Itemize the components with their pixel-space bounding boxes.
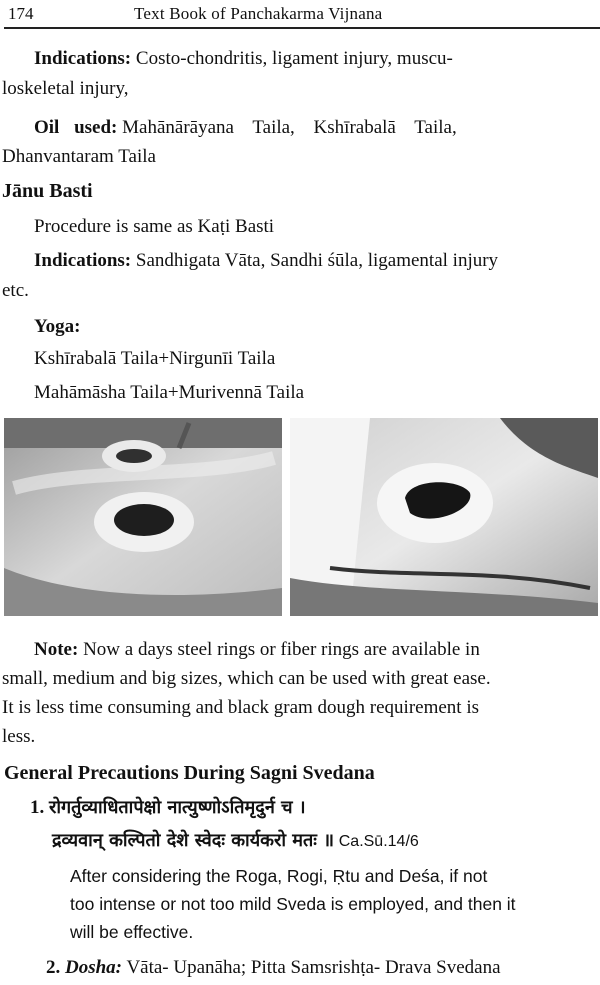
janu-indications-label: Indications: [34,250,132,271]
note-line1 [34,635,480,664]
book-title: Text Book of Panchakarma Vijnana [134,4,383,23]
note-line4: less. [2,726,36,747]
item2-line [46,953,501,982]
photo-left-drawing [4,418,282,616]
janu-basti-heading: Jānu Basti [2,180,93,202]
item2-text: Vāta- Upanāha; Pitta Samsrishṭa- Drava Svedana [126,957,501,978]
oil-used-line2: Dhanvantaram Taila [2,146,156,167]
item1-verse-1: रोगर्तुव्याधितापेक्षो नात्युष्णोऽतिमृदुर्न च । [49,797,306,818]
item2-number: 2. [46,957,61,978]
precautions-heading: General Precautions During Sagni Svedana [4,762,375,784]
header-rule [4,27,600,29]
note-text-1: Now a days steel rings or fiber rings are available in [83,639,480,660]
janu-indications-line1 [34,246,498,275]
oil-used-label: Oil used: [34,117,118,138]
janu-basti-photo-left [4,418,282,616]
item2-label: Dosha: [65,957,123,978]
item1-sanskrit-line2 [52,826,419,856]
indications-label: Indications: [34,48,132,69]
item1-explain-line1: After considering the Roga, Rogi, Ṛtu and Deśa, if not [70,866,488,886]
item1-sanskrit-line1 [30,793,306,822]
note-line3: It is less time consuming and black gram dough requirement is [2,697,480,718]
janu-indications-line2: etc. [2,280,29,301]
yoga-item-1: Kshīrabalā Taila+Nirgunīi Taila [34,348,276,369]
page-header [4,2,598,26]
note-label: Note: [34,639,79,660]
indications-text: Costo-chondritis, ligament injury, muscu- [135,48,453,69]
item1-number: 1. [30,797,45,818]
note-line2: small, medium and big sizes, which can be used with great ease. [2,668,491,689]
janu-procedure: Procedure is same as Kaṭi Basti [34,216,275,237]
yoga-item-2: Mahāmāsha Taila+Murivennā Taila [34,382,305,403]
item1-explain-line2: too intense or not too mild Sveda is employed, and then it [70,894,516,914]
janu-basti-photo-right [290,418,598,616]
page-number: 174 [8,4,34,23]
item1-verse-2: द्रव्यवान् कल्पितो देशे स्वेदः कार्यकरो मतः ॥ [52,830,334,851]
photo-right-drawing [290,418,598,616]
janu-indications-text: Sandhigata Vāta, Sandhi śūla, ligamental injury [135,250,499,271]
kati-indications-line1 [34,44,453,73]
kati-indications-line2: loskeletal injury, [2,78,129,99]
oil-used-text: Mahānārāyana Taila, Kshīrabalā Taila, [122,117,457,138]
yoga-label: Yoga: [34,316,81,337]
oil-used-line1 [34,113,457,142]
item1-explain-line3: will be effective. [70,922,194,942]
item1-reference: Ca.Sū.14/6 [338,833,419,850]
